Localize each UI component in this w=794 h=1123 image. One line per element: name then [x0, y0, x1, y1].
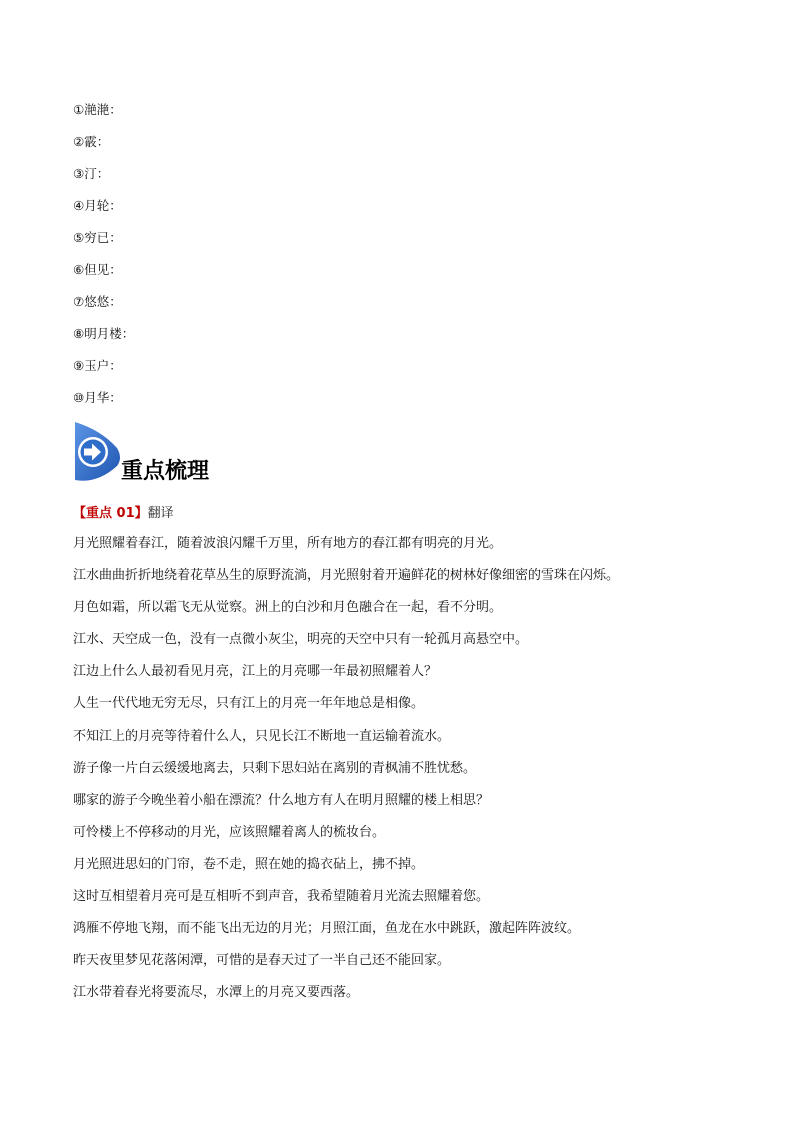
- key-point-tag: 【重点 01】: [73, 506, 148, 521]
- vocab-item: ④月轮：: [73, 198, 122, 213]
- vocab-item: ⑥但见：: [73, 262, 122, 277]
- vocab-list: [73, 100, 134, 420]
- vocab-item: ⑧明月楼：: [73, 326, 135, 341]
- translation-line: 不知江上的月亮等待着什么人，只见长江不断地一直运输着流水。: [73, 728, 451, 744]
- translation-list: [73, 534, 619, 1015]
- translation-line: 月光照进思妇的门帘，卷不走，照在她的捣衣砧上，拂不掉。: [73, 856, 425, 872]
- translation-line: 月色如霜，所以霜飞无从觉察。洲上的白沙和月色融合在一起，看不分明。: [73, 600, 503, 616]
- translation-line: 人生一代代地无穷无尽，只有江上的月亮一年年地总是相像。: [73, 696, 425, 712]
- section-title: 重点梳理: [121, 458, 210, 484]
- vocab-item: ⑩月华：: [73, 390, 122, 405]
- vocab-item: ③汀：: [73, 166, 110, 181]
- vocab-item: ⑤穷已：: [73, 230, 122, 245]
- translation-line: 鸿雁不停地飞翔，而不能飞出无边的月光；月照江面，鱼龙在水中跳跃，激起阵阵波纹。: [73, 921, 581, 937]
- translation-line: 昨天夜里梦见花落闲潭，可惜的是春天过了一半自己还不能回家。: [73, 953, 451, 969]
- translation-line: 江水曲曲折折地绕着花草丛生的原野流淌，月光照射着开遍鲜花的树林好像细密的雪珠在闪烁。: [73, 568, 620, 584]
- section-heading: [71, 420, 371, 484]
- translation-line: 可怜楼上不停移动的月光，应该照耀着离人的梳妆台。: [73, 824, 386, 840]
- translation-line: 这时互相望着月亮可是互相听不到声音，我希望随着月光流去照耀着您。: [73, 889, 490, 905]
- translation-line: 哪家的游子今晚坐着小船在漂流？什么地方有人在明月照耀的楼上相思？: [73, 792, 490, 808]
- vocab-item: ②霰：: [73, 134, 110, 149]
- vocab-item: ⑦悠悠：: [73, 294, 122, 309]
- translation-line: 江水带着春光将要流尽，水潭上的月亮又要西落。: [73, 985, 360, 1001]
- vocab-item: ①滟滟：: [73, 102, 122, 117]
- vocab-item: ⑨玉户：: [73, 358, 122, 373]
- translation-line: 江水、天空成一色，没有一点微小灰尘，明亮的天空中只有一轮孤月高悬空中。: [73, 632, 529, 648]
- key-point-line: [73, 504, 174, 524]
- key-point-topic: 翻译: [147, 506, 174, 521]
- translation-line: 江边上什么人最初看见月亮，江上的月亮哪一年最初照耀着人？: [73, 664, 438, 680]
- arrow-right-icon: [71, 420, 123, 482]
- translation-line: 月光照耀着春江，随着波浪闪耀千万里，所有地方的春江都有明亮的月光。: [73, 536, 503, 551]
- translation-line: 游子像一片白云缓缓地离去，只剩下思妇站在离别的青枫浦不胜忧愁。: [73, 760, 477, 776]
